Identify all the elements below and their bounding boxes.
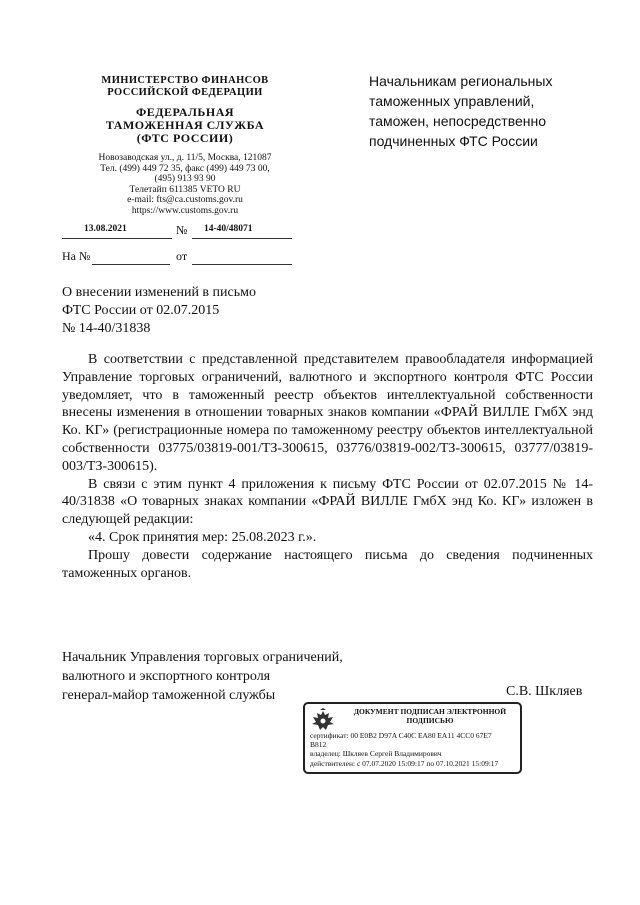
document-date: 13.08.2021 <box>84 224 127 234</box>
recipient-line-3: таможен, непосредственно <box>369 113 547 129</box>
subject-line-1: О внесении изменений в письмо <box>62 285 256 300</box>
stamp-title-line-2: ПОДПИСЬЮ <box>406 716 454 725</box>
letter-body <box>62 351 593 582</box>
reply-number-underline <box>92 252 170 265</box>
recipient-line-1: Начальникам региональных <box>369 73 553 89</box>
subject-block <box>62 284 256 338</box>
ministry-name <box>60 75 310 99</box>
document-number: 14-40/48071 <box>204 224 253 234</box>
recipient-line-2: таможенных управлений, <box>369 93 535 109</box>
reply-date-underline <box>192 252 292 265</box>
teletype-line: Телетайп 611385 VETO RU <box>129 184 241 195</box>
body-paragraph-2: В связи с этим пункт 4 приложения к письму ФТС России от 02.07.2015 № 14-40/31838 «О товарных знаках компании «ФРАЙ ВИЛЛЕ ГмбХ энд Ко. КГ» изложен в следующей редакции: <box>62 476 593 528</box>
reply-reference-line <box>62 249 302 267</box>
phone-line-2: (495) 913 93 90 <box>154 174 216 185</box>
signatory-line-2: валютного и экспортного контроля <box>62 669 271 684</box>
recipient-line-4: подчиненных ФТС России <box>369 133 538 149</box>
ministry-line-2: РОССИЙСКОЙ ФЕДЕРАЦИИ <box>107 87 263 98</box>
stamp-certificate-cont: B812 <box>310 740 327 749</box>
number-sign: № <box>176 223 188 237</box>
address-line: Новозаводская ул., д. 11/5, Москва, 121087 <box>98 153 272 163</box>
subject-line-2: ФТС России от 02.07.2015 <box>62 303 220 318</box>
contact-block <box>60 153 310 217</box>
website-line: https://www.customs.gov.ru <box>131 205 239 216</box>
stamp-certificate: сертификат: 00 E0B2 D97A C40C EA80 EA11 4CC0 67E7 <box>310 731 492 740</box>
phone-line: Тел. (499) 449 72 35, факс (499) 449 73 00, <box>100 163 270 174</box>
subject-line-3: № 14-40/31838 <box>62 321 151 336</box>
registration-line <box>62 224 302 240</box>
signatory-title <box>62 648 343 705</box>
reply-label: На № <box>62 249 91 263</box>
from-label: от <box>176 249 188 263</box>
recipient-block <box>369 71 619 151</box>
signatory-line-1: Начальник Управления торговых ограничений, <box>62 650 343 665</box>
stamp-owner: владелец: Шкляев Сергей Владимирович <box>310 749 442 758</box>
service-line-2: ТАМОЖЕННАЯ СЛУЖБА <box>105 118 265 132</box>
signatory-name: С.В. Шкляев <box>506 684 583 699</box>
body-paragraph-1: В соответствии с представленной представителем правообладателя информацией Управление торговых ограничений, валютного и экспортного контроля ФТС России уведомляет, что в таможенный реестр объектов интеллектуальной собственности внесены изменения в отношении товарных знаков компании «ФРАЙ ВИЛЛЕ ГмбХ энд Ко. КГ» (регистрационные номера по таможенному реестру объектов интеллектуальной собственности 03775/03819-001/ТЗ-300615, 03776/03819-002/ТЗ-300615, 03777/03819-003/ТЗ-300615). <box>62 352 593 474</box>
stamp-validity: действителен: с 07.07.2020 15:09:17 по 07.10.2021 15:09:17 <box>310 759 499 768</box>
electronic-signature-stamp <box>303 702 522 774</box>
service-line-1: ФЕДЕРАЛЬНАЯ <box>135 105 235 119</box>
service-name <box>60 106 310 145</box>
stamp-title <box>343 707 517 725</box>
stamp-title-line-1: ДОКУМЕНТ ПОДПИСАН ЭЛЕКТРОННОЙ <box>353 707 507 716</box>
body-paragraph-4: Прошу довести содержание настоящего письма до сведения подчиненных таможенных органов. <box>62 547 593 581</box>
ministry-line-1: МИНИСТЕРСТВО ФИНАНСОВ <box>101 75 269 86</box>
signatory-line-3: генерал-майор таможенной службы <box>62 688 276 703</box>
service-line-3: (ФТС РОССИИ) <box>136 131 234 145</box>
email-line: e-mail: fts@ca.customs.gov.ru <box>127 195 243 206</box>
body-paragraph-3: «4. Срок принятия мер: 25.08.2023 г.». <box>88 529 317 545</box>
